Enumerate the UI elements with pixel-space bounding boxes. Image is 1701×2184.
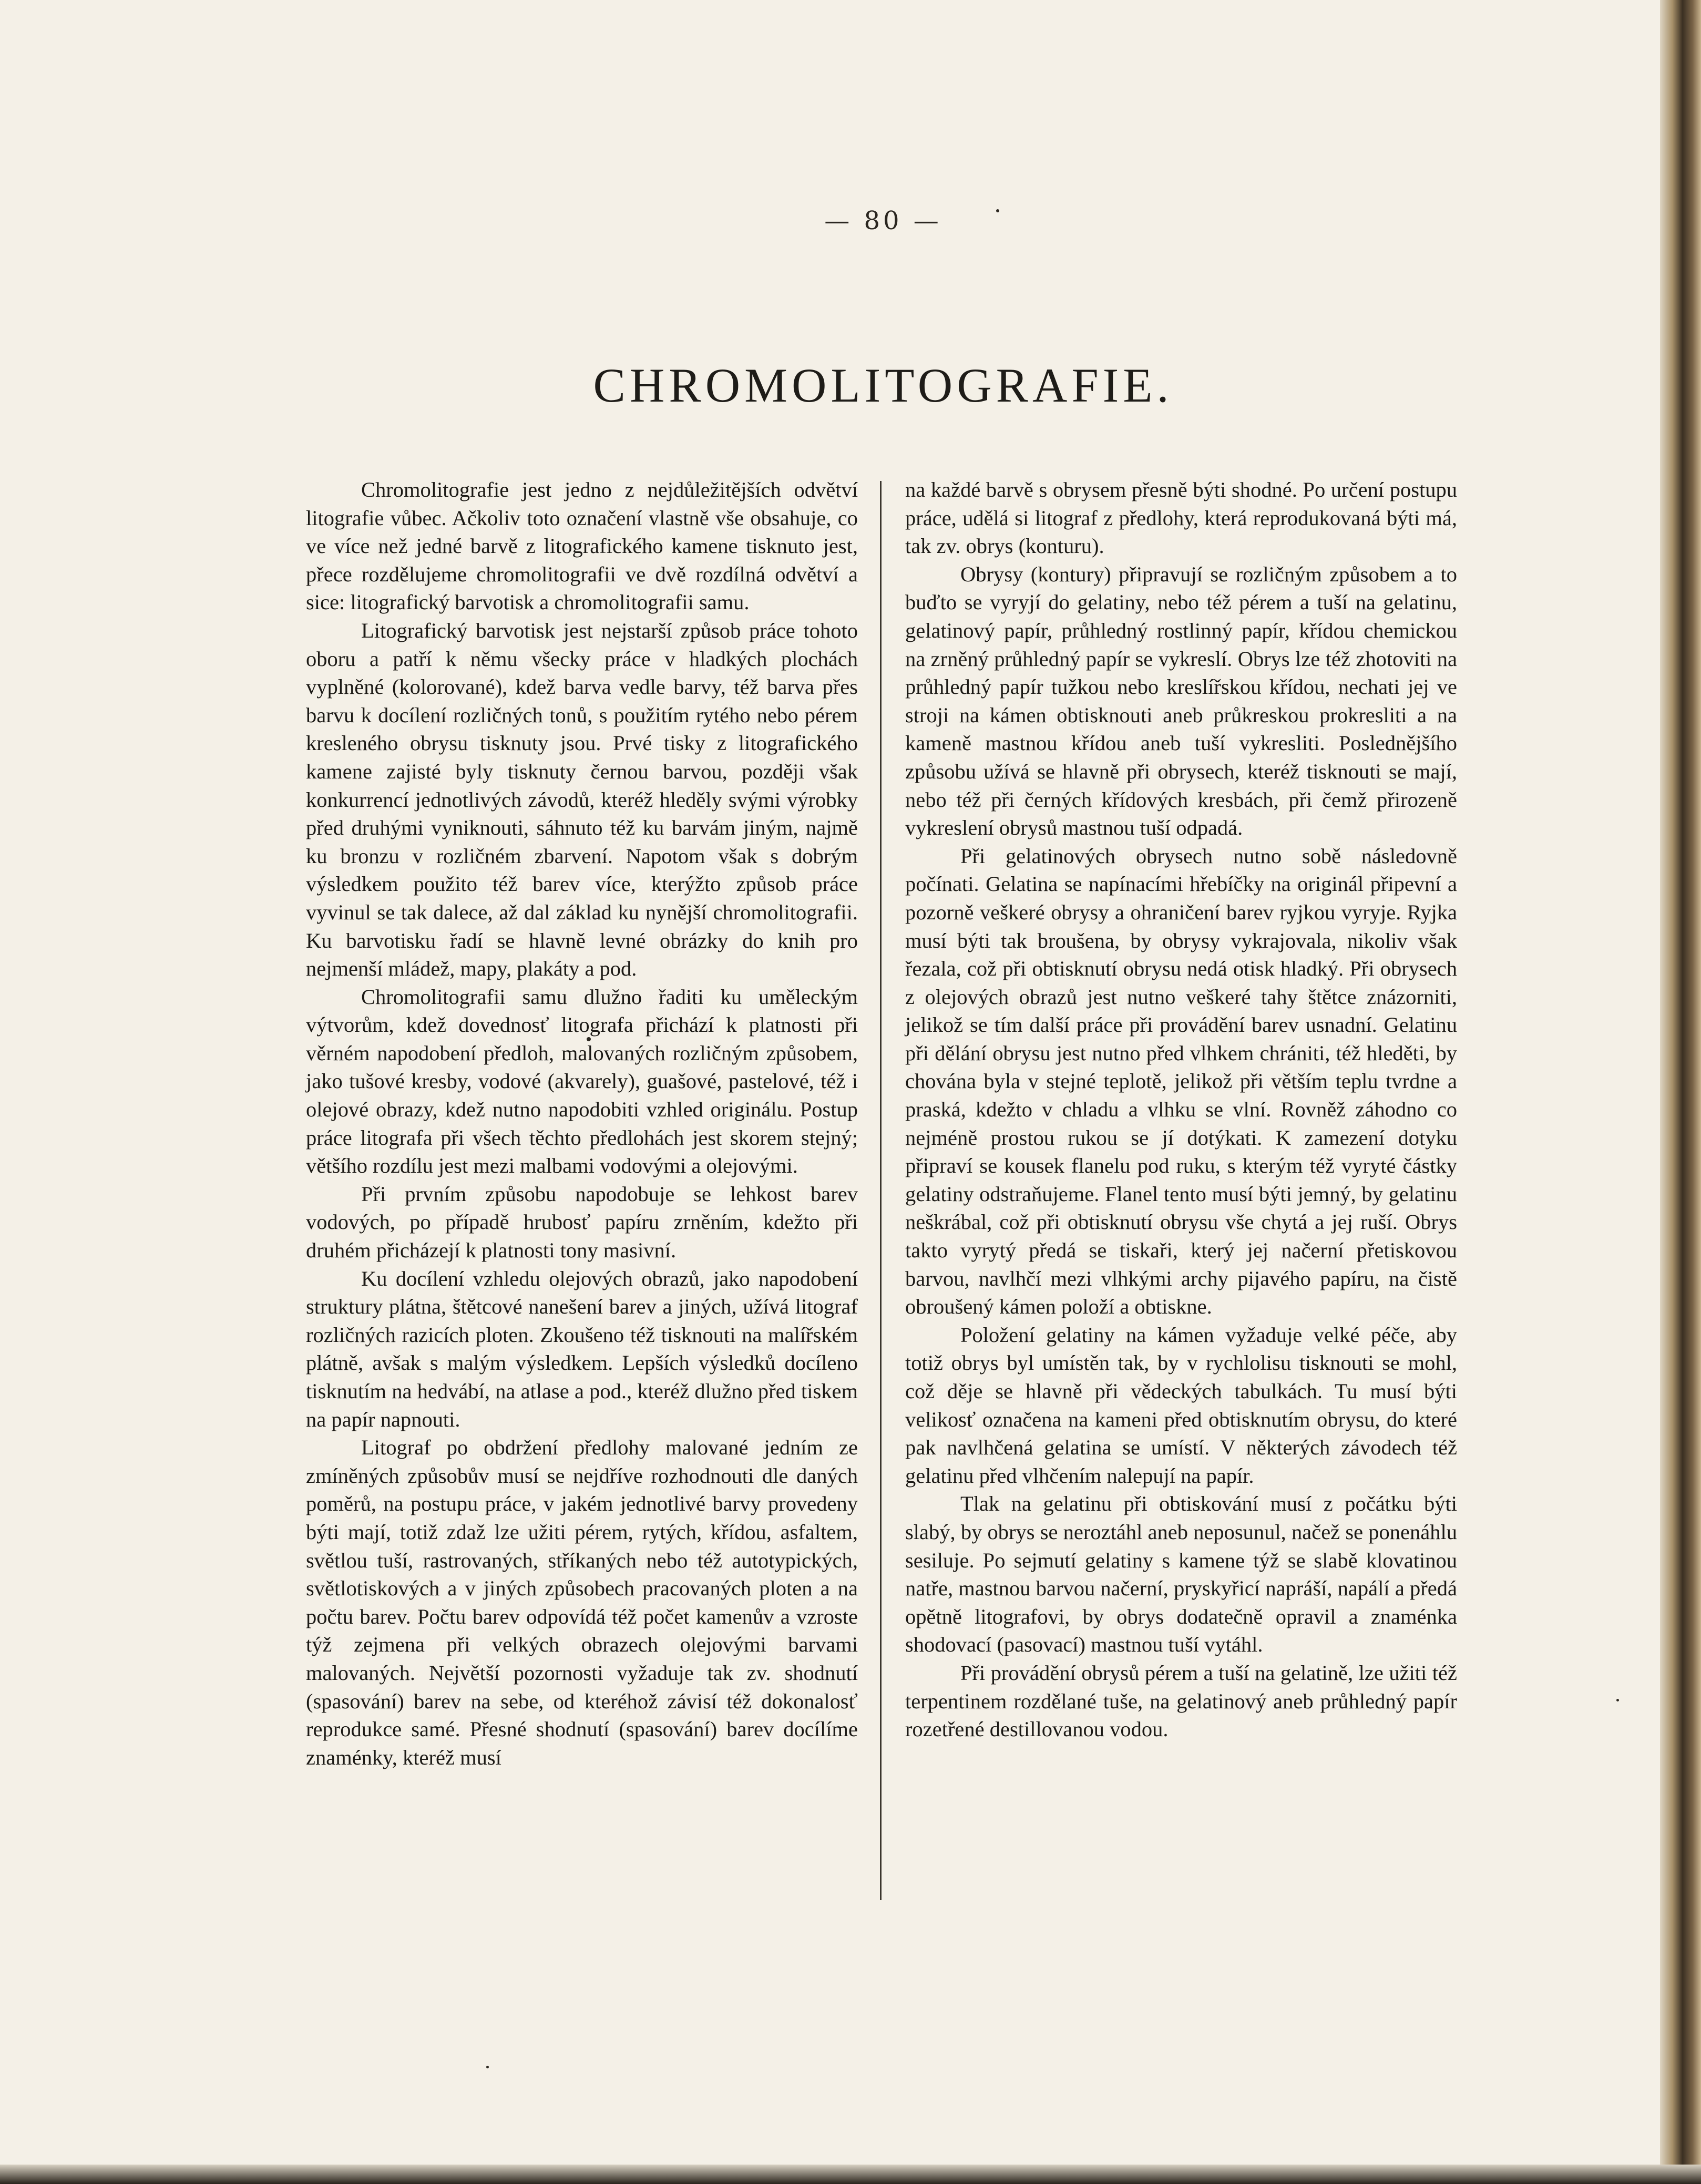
- paragraph: Chromolitografie jest jedno z nejdůležitějších odvětví litografie vůbec. Ačkoliv toto označení vlastně vše obsahuje, co ve více než jedné barvě z litografického kamene tisknuto jest, přece rozdělujeme chromolitografii ve dvě rozdílná odvětví a sice: litografický barvotisk a chromolitografii samu.: [306, 478, 858, 614]
- ink-speck: [486, 2066, 489, 2068]
- book-binding-edge: [1660, 0, 1701, 2184]
- paragraph: Při prvním způsobu napodobuje se lehkost barev vodových, po případě hrubosť papíru zrněním, kdežto při druhém přicházejí k platnosti tony masivní.: [306, 1182, 858, 1263]
- right-column: [905, 476, 1457, 1744]
- paragraph: Při provádění obrysů pérem a tuší na gelatině, lze užiti též terpentinem rozdělané tuše, na gelatinový aneb průhledný papír rozetřené destillovanou vodou.: [905, 1660, 1457, 1741]
- paragraph: Při gelatinových obrysech nutno sobě následovně počínati. Gelatina se napínacími hřebíčky na originál připevní a pozorně veškeré obrysy a ohraničení barev ryjkou vyryje. Ryjka musí býti tak broušena, by obrysy vykrajovala, nikoliv však řezala, což při obtisknutí obrysu nedá otisk hladký. Při obrysech z olejových obrazů jest nutno veškeré tahy štětce znázorniti, jelikož se tím další práce při provádění barev usnadní. Gelatinu při dělání obrysu jest nutno před vlhkem chrániti, též hleděti, by chována byla v stejné teplotě, jelikož při větším teplu tvrdne a praská, kdežto v chladu a vlhku se vlní. Rovněž záhodno co nejméně prostou rukou se jí dotýkati. K zamezení dotyku připraví se kousek flanelu pod ruku, s kterým též vyryté částky gelatiny odstraňujeme. Flanel tento musí býti jemný, by gelatinu neškrábal, což při obtisknutí obrysu vše chytá a jej ruší. Obrys takto vyrytý předá se tiskaři, který jej načerní přetiskovou barvou, navlhčí mezi vlhkými archy pijavého papíru, na čistě obroušený kámen položí a obtiskne.: [905, 844, 1457, 1319]
- ink-speck: [996, 209, 999, 212]
- paragraph: Tlak na gelatinu při obtiskování musí z počátku býti slabý, by obrys se neroztáhl aneb neposunul, načež se ponenáhlu sesiluje. Po sejmutí gelatiny s kamene týž se slabě klovatinou natře, mastnou barvou načerní, pryskyřicí napráší, napálí a předá opětně litografovi, by obrys dodatečně opravil a znaménka shodovací (pasovací) mastnou tuší vytáhl.: [905, 1492, 1457, 1657]
- paragraph: Ku docílení vzhledu olejových obrazů, jako napodobení struktury plátna, štětcové nanešení barev a jiných, užívá litograf rozličných razicích ploten. Zkoušeno též tisknouti na malířském plátně, avšak s malým výsledkem. Lepších výsledků docíleno tisknutím na hedvábí, na atlase a pod., kteréž dlužno před tiskem na papír napnouti.: [306, 1266, 858, 1431]
- paragraph: Obrysy (kontury) připravují se rozličným způsobem a to buďto se vyryjí do gelatiny, nebo též pérem a tuší na gelatinu, gelatinový papír, průhledný rostlinný papír, křídou chemickou na zrněný průhledný papír se vykreslí. Obrys lze též zhotoviti na průhledný papír tužkou nebo kreslířskou křídou, nechati jej ve stroji na kámen obtisknouti aneb průkreskou prokresliti a na kameně mastnou křídou aneb tuší vykresliti. Poslednějšího způsobu užívá se hlavně při obrysech, kteréž tisknouti se mají, nebo též při černých křídových kresbách, při čemž přirozeně vykreslení obrysů mastnou tuší odpadá.: [905, 562, 1457, 840]
- ink-speck: [1616, 1699, 1619, 1701]
- paragraph-continued: na každé barvě s obrysem přesně býti shodné. Po určení postupu práce, udělá si litograf z předlohy, která reprodukovaná býti má, tak zv. obrys (konturu).: [905, 478, 1457, 558]
- page-title: CHROMOLITOGRAFIE.: [593, 358, 1173, 412]
- left-column: [306, 476, 858, 1771]
- paragraph: Litograf po obdržení předlohy malované jedním ze zmíněných způsobův musí se nejdříve rozhodnouti dle daných poměrů, na postupu práce, v jakém jednotlivé barvy provedeny býti mají, totiž zdaž lze užiti pérem, rytých, křídou, asfaltem, světlou tuší, rastrovaných, stříkaných nebo též autotypických, světlotiskových a v jiných způsobech pracovaných ploten a na počtu barev. Počtu barev odpovídá též počet kamenův a vzroste týž zejmena při velkých obrazech olejovými barvami malovaných. Největší pozornosti vyžaduje tak zv. shodnutí (spasování) barev na sebe, od kteréhož závisí též dokonalosť reprodukce samé. Přesné shodnutí (spasování) barev docílíme znaménky, kteréž musí: [306, 1436, 858, 1769]
- ink-speck: [587, 1037, 591, 1041]
- column-divider: [880, 481, 882, 1900]
- paragraph: Chromolitografii samu dlužno řaditi ku uměleckým výtvorům, kdež dovednosť litografa přichází k platnosti při věrném napodobení předloh, malovaných rozličným způsobem, jako tušové kresby, vodové (akvarely), guašové, pastelové, též i olejové obrazy, kdež nutno napodobiti vzhled originálu. Postup práce litografa při všech těchto předlohách jest skorem stejný; většího rozdílu jest mezi malbami vodovými a olejovými.: [306, 985, 858, 1178]
- paragraph: Litografický barvotisk jest nejstarší způsob práce tohoto oboru a patří k němu všecky práce v hladkých plochách vyplněné (kolorované), kdež barva vedle barvy, též barva přes barvu k docílení rozličných tonů, s použitím rytého nebo pérem kresleného obrysu tisknuty jsou. Prvé tisky z litografického kamene zajisté byly tisknuty černou barvou, později však konkurrencí jednotlivých závodů, kteréž hleděly svými výrobky před druhými vyniknouti, sáhnuto též ku barvám jiným, najmě ku bronzu v rozličném zbarvení. Napotom však s dobrým výsledkem použito též barev více, kterýžto způsob práce vyvinul se tak dalece, až dal základ ku nynější chromolitografii. Ku barvotisku řadí se hlavně levné obrázky do knih pro nejmenší mládež, mapy, plakáty a pod.: [306, 618, 858, 981]
- paragraph: Položení gelatiny na kámen vyžaduje velké péče, aby totiž obrys byl umístěn tak, by v rychlolisu tisknouti se mohl, což děje se hlavně při vědeckých tabulkách. Tu musí býti velikosť označena na kameni před obtisknutím obrysu, do které pak navlhčená gelatina se umístí. V některých závodech též gelatinu před vlhčením nalepují na papír.: [905, 1322, 1457, 1488]
- page-number: — 80 —: [824, 206, 942, 235]
- scan-bottom-edge: [0, 2165, 1701, 2184]
